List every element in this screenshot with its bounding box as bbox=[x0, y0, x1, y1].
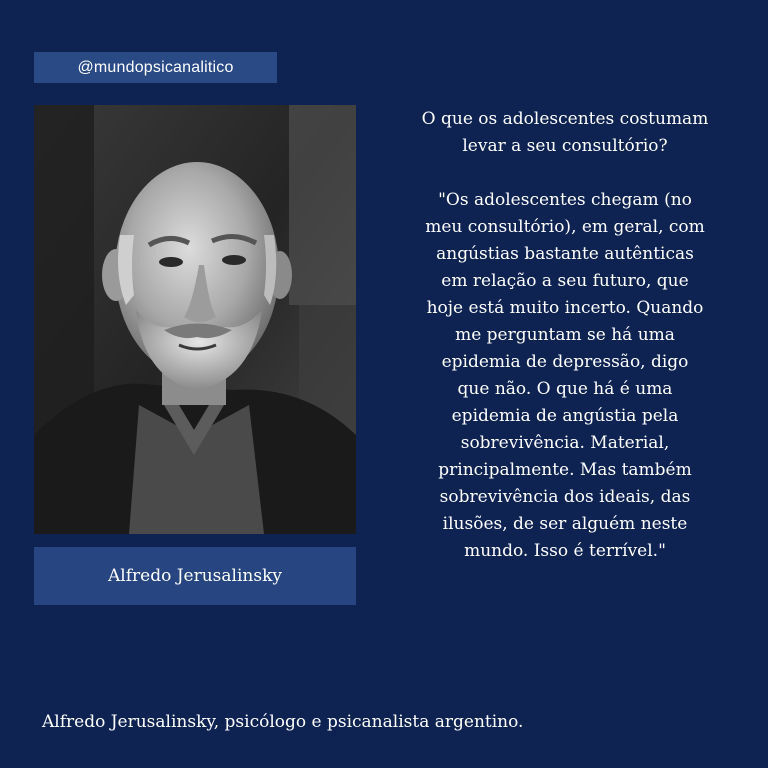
portrait-photo bbox=[34, 105, 356, 534]
quote-line: meu consultório), em geral, com bbox=[425, 217, 705, 237]
quote-line: sobrevivência. Material, bbox=[460, 433, 670, 453]
quote-line: angústias bastante autênticas bbox=[436, 244, 694, 264]
photo-caption-box bbox=[34, 547, 356, 605]
quote-line: sobrevivência dos ideais, das bbox=[439, 487, 691, 507]
quote-line: principalmente. Mas também bbox=[438, 460, 692, 480]
question-line: levar a seu consultório? bbox=[462, 136, 668, 156]
question-line: O que os adolescentes costumam bbox=[421, 109, 709, 129]
quote-block bbox=[378, 106, 752, 565]
quote-line: mundo. Isso é terrível." bbox=[464, 541, 666, 561]
quote-line: epidemia de angústia pela bbox=[451, 406, 679, 426]
quote-line: que não. O que há é uma bbox=[457, 379, 673, 399]
caption-name: Alfredo Jerusalinsky bbox=[108, 566, 282, 586]
quote-line: epidemia de depressão, digo bbox=[441, 352, 689, 372]
quote-text bbox=[378, 187, 752, 565]
instagram-handle-badge bbox=[34, 52, 277, 83]
footer-credit: Alfredo Jerusalinsky, psicólogo e psicanalista argentino. bbox=[42, 712, 524, 732]
quote-line: em relação a seu futuro, que bbox=[441, 271, 689, 291]
quote-line: me perguntam se há uma bbox=[455, 325, 675, 345]
quote-line: ilusões, de ser alguém neste bbox=[442, 514, 688, 534]
portrait-illustration bbox=[34, 105, 356, 534]
quote-line: "Os adolescentes chegam (no bbox=[438, 190, 692, 210]
question-text bbox=[378, 106, 752, 160]
quote-line: hoje está muito incerto. Quando bbox=[426, 298, 704, 318]
handle-text: @mundopsicanalitico bbox=[77, 58, 234, 76]
